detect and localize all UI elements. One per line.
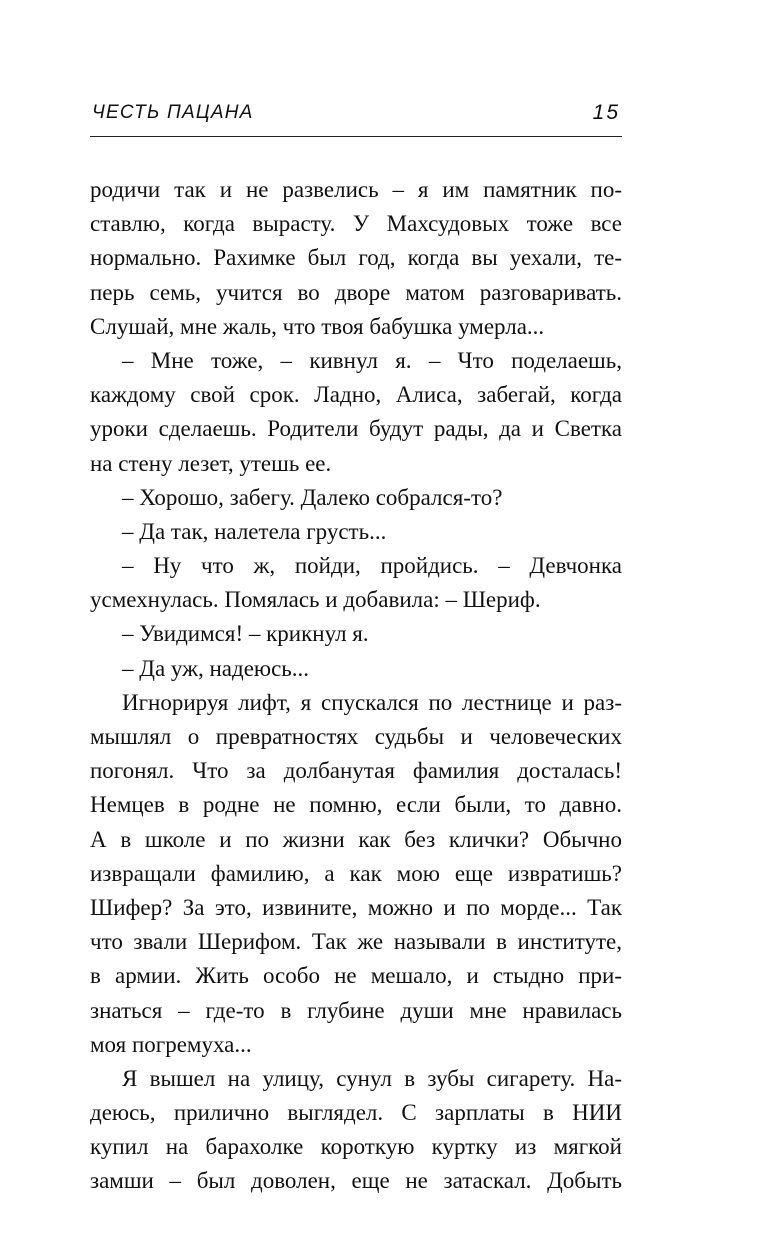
text-line: уроки сделаешь. Родители будут рады, да и Светка [90, 416, 622, 442]
text-line: каждому свой срок. Ладно, Алиса, забегай, когда [90, 382, 622, 408]
text-line: Шифер? За это, извините, можно и по морде... Так [90, 894, 622, 920]
text-line: на стену лезет, утешь ее. [90, 450, 332, 476]
text-line: усмехнулась. Помялась и добавила: – Шериф. [90, 587, 541, 613]
text-line: что звали Шерифом. Так же называли в институте, [90, 929, 622, 955]
text-line: Я вышел на улицу, сунул в зубы сигарету. На- [122, 1065, 622, 1091]
body-text [90, 173, 622, 1199]
text-line: купил на барахолке короткую куртку из мягкой [90, 1134, 622, 1160]
running-header [90, 100, 622, 137]
text-line: в армии. Жить особо не мешало, и стыдно при- [90, 963, 622, 989]
text-line: – Ну что ж, пойди, пройдись. – Девчонка [122, 553, 622, 579]
text-line: – Хорошо, забегу. Далеко собрался-то? [122, 484, 503, 510]
text-line: Игнорируя лифт, я спускался по лестнице и раз- [122, 689, 622, 715]
text-line: – Увидимся! – крикнул я. [122, 621, 369, 647]
text-line: Слушай, мне жаль, что твоя бабушка умерла... [90, 313, 545, 339]
text-line: – Да так, налетела грусть... [122, 518, 387, 544]
text-line: замши – был доволен, еще не затаскал. Добыть [90, 1168, 622, 1194]
text-line: знаться – где-то в глубине души мне нравилась [90, 997, 622, 1023]
text-line: А в школе и по жизни как без клички? Обычно [90, 826, 622, 852]
text-line: родичи так и не развелись – я им памятник по- [90, 177, 622, 202]
text-line: ставлю, когда вырасту. У Махсудовых тоже все [90, 211, 622, 237]
text-line: моя погремуха... [90, 1031, 252, 1057]
text-line: – Мне тоже, – кивнул я. – Что поделаешь, [122, 347, 622, 373]
text-line: нормально. Рахимке был год, когда вы уехали, те- [90, 245, 622, 271]
text-line: Немцев в родне не помню, если были, то давно. [90, 792, 622, 818]
running-title: ЧЕСТЬ ПАЦАНА [92, 102, 254, 123]
text-line: перь семь, учится во дворе матом разговаривать. [90, 279, 622, 305]
text-line: извращали фамилию, а как мою еще извратишь? [90, 860, 622, 886]
text-line: – Да уж, надеюсь... [122, 655, 310, 681]
text-line: мышлял о превратностях судьбы и человеческих [90, 724, 622, 749]
page-number: 15 [592, 101, 620, 124]
text-line: деюсь, прилично выглядел. С зарплаты в НИИ [90, 1100, 622, 1126]
text-line: погонял. Что за долбанутая фамилия досталась! [90, 758, 622, 784]
